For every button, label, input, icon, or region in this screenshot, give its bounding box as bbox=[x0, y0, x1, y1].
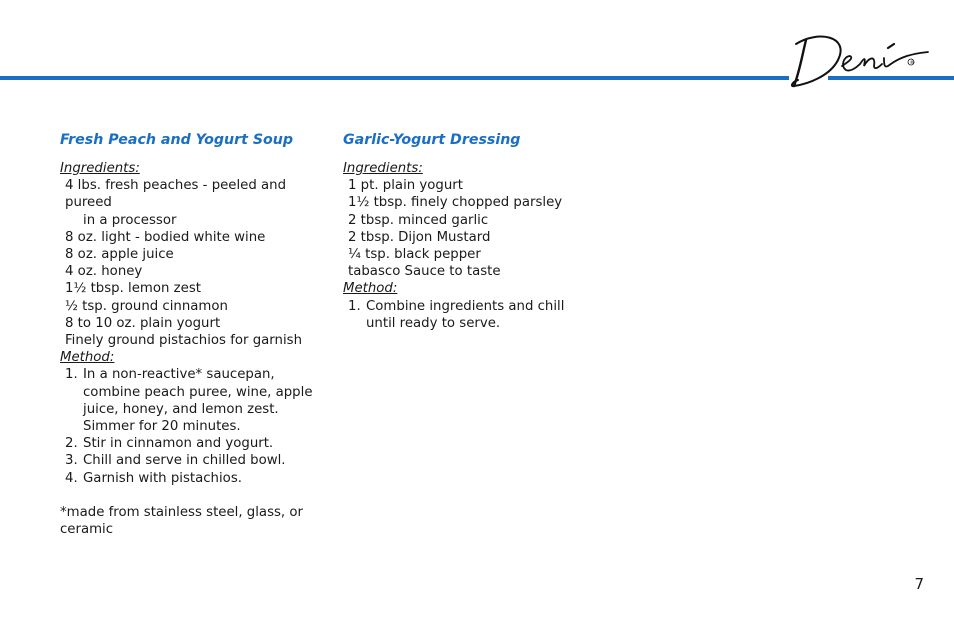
ingredient-item: ¼ tsp. black pepper bbox=[348, 247, 481, 263]
ingredient-item: 8 to 10 oz. plain yogurt bbox=[65, 315, 221, 331]
ingredient-item: 1½ tbsp. lemon zest bbox=[65, 281, 201, 297]
method-label: Method: bbox=[60, 350, 115, 366]
ingredient-item: 1 pt. plain yogurt bbox=[348, 178, 463, 194]
step-text: Chill and serve in chilled bowl. bbox=[83, 453, 286, 469]
step-text: Combine ingredients and chill until ready to serve. bbox=[366, 298, 565, 331]
method-step bbox=[65, 470, 332, 487]
recipe-garlic-dressing bbox=[343, 130, 593, 332]
method-steps bbox=[60, 366, 332, 486]
step-text: In a non-reactive* saucepan, combine peach puree, wine, apple juice, honey, and lemon zest. Simmer for 20 minutes. bbox=[83, 367, 313, 435]
deni-logo-icon bbox=[788, 26, 938, 94]
ingredient-item-continuation: in a processor bbox=[83, 212, 177, 228]
ingredients-list bbox=[60, 177, 332, 349]
method-step bbox=[65, 452, 332, 469]
method-step bbox=[348, 298, 593, 332]
ingredients-label: Ingredients: bbox=[60, 161, 140, 176]
header-rule-left bbox=[0, 76, 789, 80]
step-number: 1. bbox=[348, 298, 361, 314]
ingredient-item: 8 oz. apple juice bbox=[65, 247, 174, 263]
ingredient-item: 2 tbsp. Dijon Mustard bbox=[348, 229, 491, 245]
deni-logo bbox=[788, 26, 938, 94]
brand-name bbox=[788, 26, 789, 27]
step-number: 1. bbox=[65, 367, 78, 383]
step-number: 2. bbox=[65, 436, 78, 452]
method-label: Method: bbox=[343, 281, 398, 297]
ingredient-item: Finely ground pistachios for garnish bbox=[65, 333, 302, 349]
step-number: 3. bbox=[65, 453, 78, 469]
ingredients-label: Ingredients: bbox=[343, 161, 423, 176]
ingredient-item: 1½ tbsp. finely chopped parsley bbox=[348, 195, 563, 211]
ingredients-list bbox=[343, 177, 593, 280]
ingredient-item: ½ tsp. ground cinnamon bbox=[65, 298, 228, 314]
registered-mark: ® bbox=[909, 61, 915, 66]
ingredient-item: tabasco Sauce to taste bbox=[348, 264, 501, 280]
method-step bbox=[65, 435, 332, 452]
ingredient-item: 4 oz. honey bbox=[65, 264, 143, 280]
ingredient-item: 4 lbs. fresh peaches - peeled and pureed bbox=[65, 178, 287, 211]
step-number: 4. bbox=[65, 470, 78, 486]
ingredient-item: 8 oz. light - bodied white wine bbox=[65, 229, 266, 245]
recipe-title: Fresh Peach and Yogurt Soup bbox=[60, 132, 294, 148]
footnote: *made from stainless steel, glass, or ceramic bbox=[60, 504, 303, 538]
recipe-peach-soup bbox=[60, 130, 332, 552]
recipe-title: Garlic-Yogurt Dressing bbox=[343, 132, 521, 148]
method-steps bbox=[343, 298, 593, 332]
step-text: Garnish with pistachios. bbox=[83, 470, 242, 486]
page-number: 7 bbox=[914, 575, 924, 593]
ingredient-item: 2 tbsp. minced garlic bbox=[348, 212, 489, 228]
method-step bbox=[65, 366, 332, 435]
step-text: Stir in cinnamon and yogurt. bbox=[83, 436, 274, 452]
